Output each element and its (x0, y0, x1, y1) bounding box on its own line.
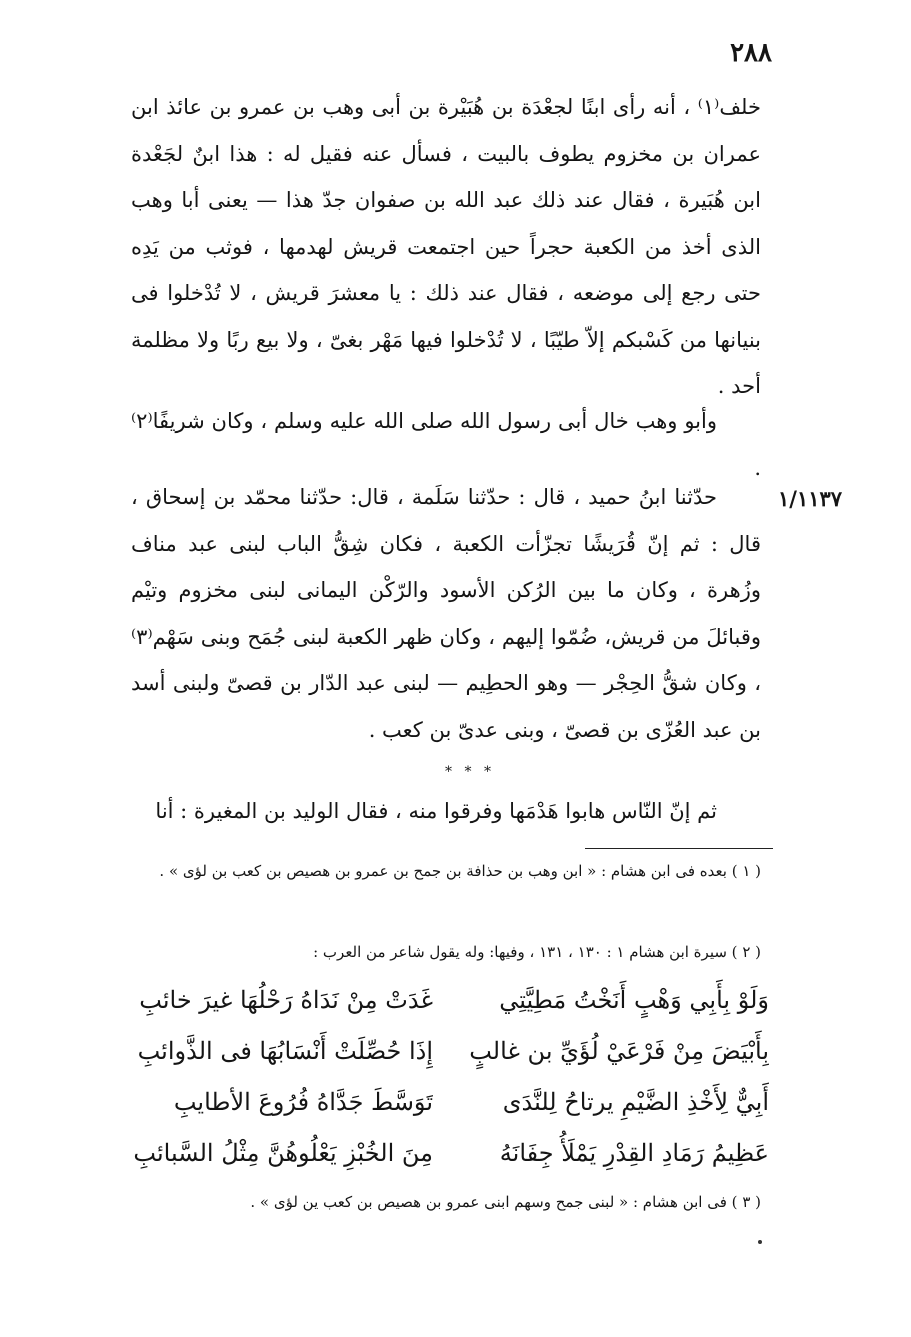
paragraph-text: حدّثنا ابنُ حميد ، قال : حدّثنا سَلَمة ، قال: حدّثنا محمّد بن إسحاق ، قال : ثم إنّ قُرَيشًا تجزّأت الكعبة ، فكان شِقُّ الباب لبنى عبد مناف وزُهرة ، وكان ما بين الرُكن الأسود والرّكْن اليمانى لبنى مخزوم وتيْم وقبائلَ من قريش، ضُمّوا إليهم ، وكان ظهر الكعبة لبنى جُمَح وبنى سَهْم⁽٣⁾ ، وكان شقُّ الحِجْر — وهو الحطِيم — لبنى عبد الدّار بن قصىّ ولبنى أسد بن عبد العُزّى بن قصىّ ، وبنى عدىّ بن كعب . (131, 485, 761, 742)
poem-line (129, 1128, 769, 1179)
footnote-1: ( ١ ) بعده فى ابن هشام : « ابن وهب بن حذافة بن جمح بن عمرو بن هصيص بن كعب بن لؤى » . (159, 862, 761, 880)
marginal-reference: ١/١١٣٧ (778, 486, 843, 511)
hemistich-second: غَدَتْ مِنْ نَدَاهُ رَحْلُهَا غيرَ خائبِ (139, 986, 433, 1014)
poem-line (129, 975, 769, 1026)
hemistich-second: تَوَسَّطَ جَدَّاهُ فُرُوعَ الأطايبِ (173, 1088, 433, 1116)
poem-verses (129, 975, 769, 1179)
hemistich-first: عَظِيمُ رَمَادِ القِدْرِ يَمْلَأُ جِفَانَهُ (499, 1139, 769, 1167)
paragraph-text: ثم إنّ النّاس هابوا هَدْمَها وفرقوا منه ، فقال الوليد بن المغيرة : أنا (155, 799, 717, 823)
hemistich-first: أَبِيٌّ لِأَخْذِ الضَّيْمِ يرتاحُ لِلنَّدَى (502, 1088, 769, 1116)
footnote-3: ( ٣ ) فى ابن هشام : « لبنى جمح وسهم ابنى عمرو بن هصيص بن كعب ين لؤى » . (250, 1193, 761, 1211)
body-paragraph-1 (131, 84, 761, 410)
print-speck (758, 1240, 762, 1244)
hemistich-second: إِذَا حُصِّلَتْ أَنْسَابُهَا فى الذَّوائبِ (137, 1037, 433, 1065)
section-separator: * * * (445, 764, 495, 780)
paragraph-text: خلف⁽١⁾ ، أنه رأى ابنًا لجعْدَة بن هُبَيْرة بن أبى وهب بن عمرو بن عائذ ابن عمران بن مخزوم يطوف بالبيت ، فسأل عنه فقيل له : هذا ابنٌ لجَعْدة ابن هُبَيرة ، فقال عند ذلك عبد الله بن صفوان جدّ هذا — يعنى أبا وهب الذى أخذ من الكعبة حجراً حين اجتمعت قريش لهدمها ، فوثب من يَدِه حتى رجع إلى موضعه ، فقال عند ذلك : يا معشرَ قريش ، لا تُدْخلوا فى بنيانها من كَسْبكم إلاّ طيّبًا ، لا تُدْخلوا فيها مَهْر بغىّ ، ولا بيع ربًا ولا مظلمة أحد . (131, 95, 761, 398)
body-paragraph-4 (131, 788, 761, 835)
page-number: ٢٨٨ (730, 38, 772, 68)
hemistich-first: بِأَبْيَضَ مِنْ فَرْعَيْ لُؤَيِّ بن غالبٍ (469, 1037, 769, 1065)
hemistich-second: مِنَ الخُبْزِ يَعْلُوهُنَّ مِثْلُ السَّبائبِ (133, 1139, 433, 1167)
body-paragraph-3 (131, 474, 761, 753)
hemistich-first: وَلَوْ بِأَبِي وَهْبٍ أَنَخْتُ مَطِيَّتِي (499, 986, 769, 1014)
footnote-2: ( ٢ ) سيرة ابن هشام ١ : ١٣٠ ، ١٣١ ، وفيها: وله يقول شاعر من العرب : (313, 943, 761, 961)
footnote-divider (585, 848, 773, 849)
poem-line (129, 1077, 769, 1128)
poem-line (129, 1026, 769, 1077)
paragraph-text: وأبو وهب خال أبى رسول الله صلى الله عليه وسلم ، وكان شريفًا⁽٢⁾ . (131, 409, 761, 480)
